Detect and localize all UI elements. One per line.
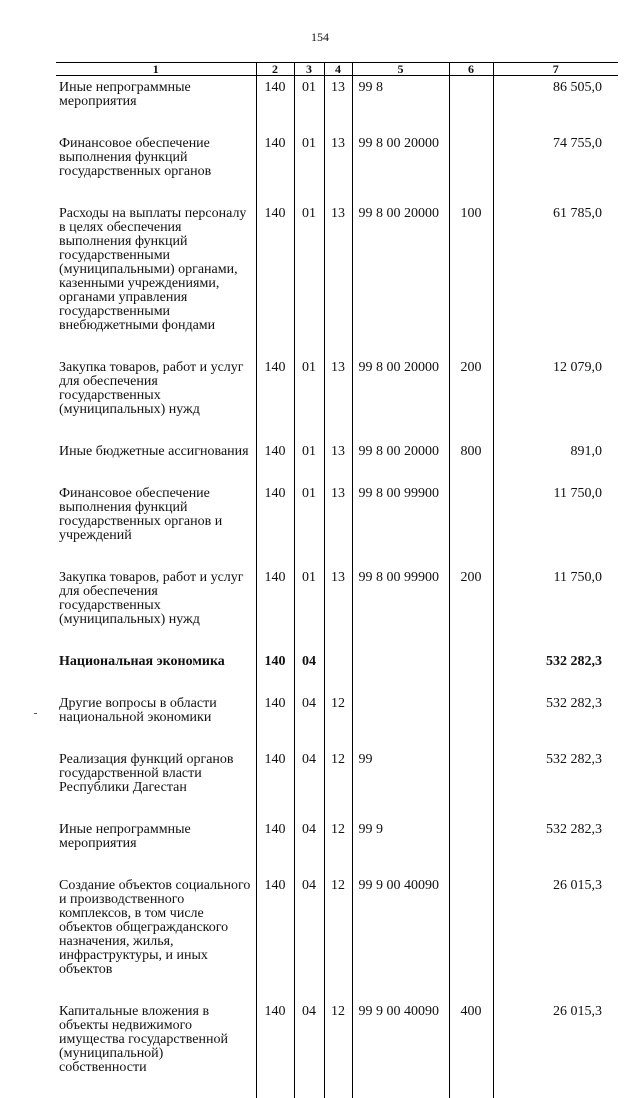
row-name: Национальная экономика	[56, 650, 256, 692]
row-amount: 532 282,3	[493, 748, 618, 818]
row-name: Финансовое обеспечение выполнения функций государственных органов	[56, 132, 256, 202]
row-expense-type	[449, 748, 493, 818]
row-ved-code: 140	[256, 650, 294, 692]
row-subsection	[324, 650, 352, 692]
row-name: Финансовое обеспечение выполнения функций государственных органов и учреждений	[56, 482, 256, 566]
table-row	[56, 566, 618, 650]
row-ved-code: 140	[256, 818, 294, 874]
row-amount: 11 750,0	[493, 482, 618, 566]
table-row	[56, 356, 618, 440]
row-name: Реализация функций органов государственной власти Республики Дагестан	[56, 748, 256, 818]
row-name: Расходы на выплаты персоналу в целях обеспечения выполнения функций государственными (муниципальными) органами, казенными учреждениями, органами управления государственными внебюджетными фондами	[56, 202, 256, 356]
table-row	[56, 692, 618, 748]
row-expense-type: 200	[449, 356, 493, 440]
row-target-item: 99 8 00 20000	[352, 132, 449, 202]
row-target-item: 99 9 00 40090	[352, 874, 449, 1000]
header-col-2: 2	[256, 63, 294, 76]
row-ved-code: 140	[256, 692, 294, 748]
row-name: Иные непрограммные мероприятия	[56, 76, 256, 133]
row-ved-code: 140	[256, 1000, 294, 1098]
row-target-item: 99 8 00 99900	[352, 482, 449, 566]
row-ved-code: 140	[256, 132, 294, 202]
row-target-item: 99 8 00 99900	[352, 566, 449, 650]
table-row	[56, 650, 618, 692]
row-ved-code: 140	[256, 356, 294, 440]
row-subsection: 12	[324, 748, 352, 818]
row-expense-type	[449, 482, 493, 566]
row-subsection: 12	[324, 1000, 352, 1098]
header-col-5: 5	[352, 63, 449, 76]
header-col-6: 6	[449, 63, 493, 76]
table-row	[56, 482, 618, 566]
row-expense-type: 200	[449, 566, 493, 650]
row-name: Иные непрограммные мероприятия	[56, 818, 256, 874]
row-section: 04	[294, 874, 324, 1000]
row-expense-type: 400	[449, 1000, 493, 1098]
row-target-item: 99 8 00 20000	[352, 356, 449, 440]
row-section: 01	[294, 440, 324, 482]
row-name: Создание объектов социального и производственного комплексов, в том числе объектов общегражданского назначения, жилья, инфраструктуры, и иных объектов	[56, 874, 256, 1000]
row-subsection: 13	[324, 440, 352, 482]
row-section: 04	[294, 748, 324, 818]
row-amount: 532 282,3	[493, 692, 618, 748]
page-number: 154	[0, 30, 640, 45]
row-amount: 26 015,3	[493, 874, 618, 1000]
row-section: 04	[294, 692, 324, 748]
row-expense-type: 800	[449, 440, 493, 482]
row-section: 04	[294, 818, 324, 874]
row-target-item: 99 8 00 20000	[352, 440, 449, 482]
header-col-3: 3	[294, 63, 324, 76]
row-ved-code: 140	[256, 202, 294, 356]
table-row	[56, 1000, 618, 1098]
table-row	[56, 874, 618, 1000]
row-section: 04	[294, 650, 324, 692]
row-target-item: 99 8 00 20000	[352, 202, 449, 356]
table-row	[56, 132, 618, 202]
row-amount: 12 079,0	[493, 356, 618, 440]
row-target-item: 99 9 00 40090	[352, 1000, 449, 1098]
row-ved-code: 140	[256, 874, 294, 1000]
row-name: Другие вопросы в области национальной экономики	[56, 692, 256, 748]
row-expense-type: 100	[449, 202, 493, 356]
row-target-item: 99 8	[352, 76, 449, 133]
row-amount: 891,0	[493, 440, 618, 482]
header-col-1: 1	[56, 63, 256, 76]
row-section: 04	[294, 1000, 324, 1098]
row-name: Капитальные вложения в объекты недвижимого имущества государственной (муниципальной) собственности	[56, 1000, 256, 1098]
margin-mark	[34, 713, 37, 714]
table-header	[56, 63, 618, 76]
row-amount: 86 505,0	[493, 76, 618, 133]
row-subsection: 13	[324, 76, 352, 133]
row-ved-code: 140	[256, 482, 294, 566]
row-expense-type	[449, 818, 493, 874]
row-name: Закупка товаров, работ и услуг для обеспечения государственных (муниципальных) нужд	[56, 356, 256, 440]
table-row	[56, 202, 618, 356]
row-amount: 74 755,0	[493, 132, 618, 202]
row-expense-type	[449, 76, 493, 133]
row-amount: 61 785,0	[493, 202, 618, 356]
row-ved-code: 140	[256, 440, 294, 482]
row-subsection: 12	[324, 818, 352, 874]
row-section: 01	[294, 76, 324, 133]
row-subsection: 13	[324, 566, 352, 650]
header-col-4: 4	[324, 63, 352, 76]
row-expense-type	[449, 650, 493, 692]
row-expense-type	[449, 132, 493, 202]
row-subsection: 13	[324, 356, 352, 440]
row-ved-code: 140	[256, 76, 294, 133]
row-amount: 26 015,3	[493, 1000, 618, 1098]
table-row	[56, 748, 618, 818]
row-amount: 532 282,3	[493, 818, 618, 874]
row-target-item: 99	[352, 748, 449, 818]
row-name: Закупка товаров, работ и услуг для обеспечения государственных (муниципальных) нужд	[56, 566, 256, 650]
row-section: 01	[294, 482, 324, 566]
row-subsection: 12	[324, 692, 352, 748]
row-amount: 532 282,3	[493, 650, 618, 692]
row-target-item	[352, 650, 449, 692]
table-row	[56, 76, 618, 133]
row-ved-code: 140	[256, 748, 294, 818]
row-target-item: 99 9	[352, 818, 449, 874]
row-subsection: 13	[324, 482, 352, 566]
row-target-item	[352, 692, 449, 748]
row-expense-type	[449, 692, 493, 748]
budget-table	[56, 62, 618, 1098]
row-section: 01	[294, 356, 324, 440]
row-section: 01	[294, 202, 324, 356]
row-name: Иные бюджетные ассигнования	[56, 440, 256, 482]
row-subsection: 12	[324, 874, 352, 1000]
table-row	[56, 440, 618, 482]
row-subsection: 13	[324, 202, 352, 356]
row-ved-code: 140	[256, 566, 294, 650]
header-col-7: 7	[493, 63, 618, 76]
row-subsection: 13	[324, 132, 352, 202]
row-section: 01	[294, 132, 324, 202]
row-section: 01	[294, 566, 324, 650]
row-amount: 11 750,0	[493, 566, 618, 650]
row-expense-type	[449, 874, 493, 1000]
table-body	[56, 76, 618, 1098]
table-row	[56, 818, 618, 874]
